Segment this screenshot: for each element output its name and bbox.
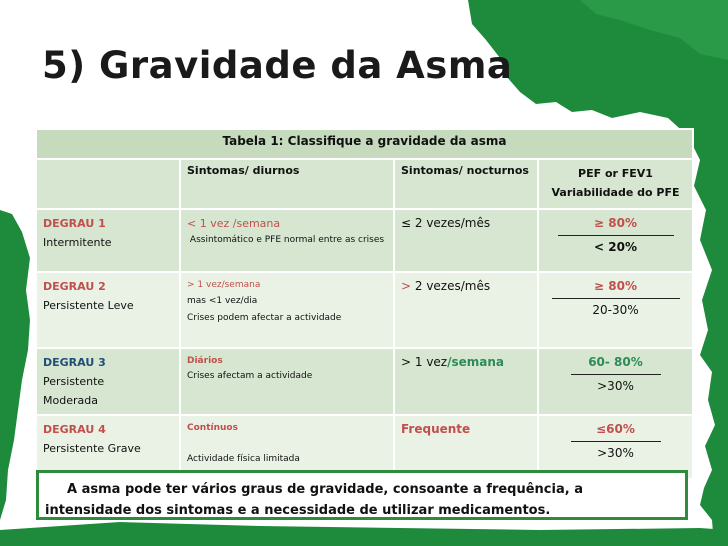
pef-value: 60- 80% [588, 355, 643, 369]
pef-variability: < 20% [594, 240, 637, 254]
night-symptoms-cell [394, 348, 538, 415]
level-description: Persistente Grave [43, 442, 141, 455]
pef-cell [538, 348, 693, 415]
night-frequency: ≤ 2 vezes/mês [401, 216, 491, 230]
night-frequency [401, 353, 531, 371]
note-line: A asma pode ter vários graus de gravidade, consoante a frequência, a [67, 482, 583, 497]
divider [558, 235, 674, 236]
level-label: DEGRAU 2 [43, 280, 106, 293]
pef-value: ≥ 80% [594, 216, 637, 230]
level-description: Intermitente [43, 236, 112, 249]
level-description: Persistente Leve [43, 299, 134, 312]
day-detail: Actividade física limitada [187, 454, 300, 464]
night-prefix: > 1 vez [401, 355, 448, 369]
level-label: DEGRAU 4 [43, 423, 106, 436]
divider [571, 374, 661, 375]
severity-table [35, 128, 694, 480]
table-header-row [36, 159, 693, 209]
table-row [36, 209, 693, 272]
night-frequency [401, 277, 531, 295]
page-title: 5) Gravidade da Asma [42, 44, 513, 87]
level-cell [36, 272, 180, 348]
header-night-symptoms: Sintomas/ nocturnos [394, 159, 538, 209]
divider [571, 441, 661, 442]
day-frequency: Contínuos [187, 423, 238, 433]
header-pef-line2: Variabilidade do PFE [551, 186, 680, 199]
table-row [36, 348, 693, 415]
level-label: DEGRAU 3 [43, 356, 106, 369]
divider [552, 298, 680, 299]
night-symptoms-cell [394, 272, 538, 348]
level-description: Moderada [43, 394, 98, 407]
day-symptoms-cell [180, 348, 394, 415]
header-empty [36, 159, 180, 209]
pef-variability: >30% [597, 446, 634, 460]
day-frequency: < 1 vez /semana [187, 217, 281, 230]
pef-cell [538, 272, 693, 348]
night-frequency: Frequente [401, 422, 471, 436]
header-day-symptoms: Sintomas/ diurnos [180, 159, 394, 209]
level-cell [36, 209, 180, 272]
pef-value: ≥ 80% [594, 279, 637, 293]
night-symptoms-cell [394, 209, 538, 272]
table-row [36, 272, 693, 348]
pef-variability: >30% [597, 379, 634, 393]
level-description: Persistente [43, 375, 105, 388]
table-caption: Tabela 1: Classifique a gravidade da asma [36, 129, 693, 159]
day-symptoms-cell [180, 209, 394, 272]
pef-value: ≤60% [596, 422, 635, 436]
note-line: intensidade dos sintomas e a necessidade de utilizar medicamentos. [45, 503, 551, 518]
map-shape-bottom [0, 522, 728, 546]
table-caption-row [36, 129, 693, 159]
pef-variability: 20-30% [592, 303, 639, 317]
header-pef-line1: PEF or FEV1 [578, 167, 653, 180]
map-shape-left [0, 210, 30, 520]
header-pef [538, 159, 693, 209]
pef-cell [538, 209, 693, 272]
summary-note [36, 470, 688, 520]
day-symptoms-cell [180, 272, 394, 348]
day-detail: Assintomático e PFE normal entre as crises [189, 235, 385, 245]
day-detail: Crises podem afectar a actividade [187, 313, 342, 323]
night-suffix: /semana [447, 355, 505, 369]
day-frequency: > 1 vez/semana [187, 280, 261, 290]
night-prefix: > [401, 279, 412, 293]
day-frequency: Diários [187, 356, 223, 366]
day-detail: Crises afectam a actividade [187, 371, 313, 381]
day-detail: mas <1 vez/dia [187, 296, 258, 306]
level-cell [36, 348, 180, 415]
night-value: 2 vezes/mês [411, 279, 491, 293]
level-label: DEGRAU 1 [43, 217, 106, 230]
